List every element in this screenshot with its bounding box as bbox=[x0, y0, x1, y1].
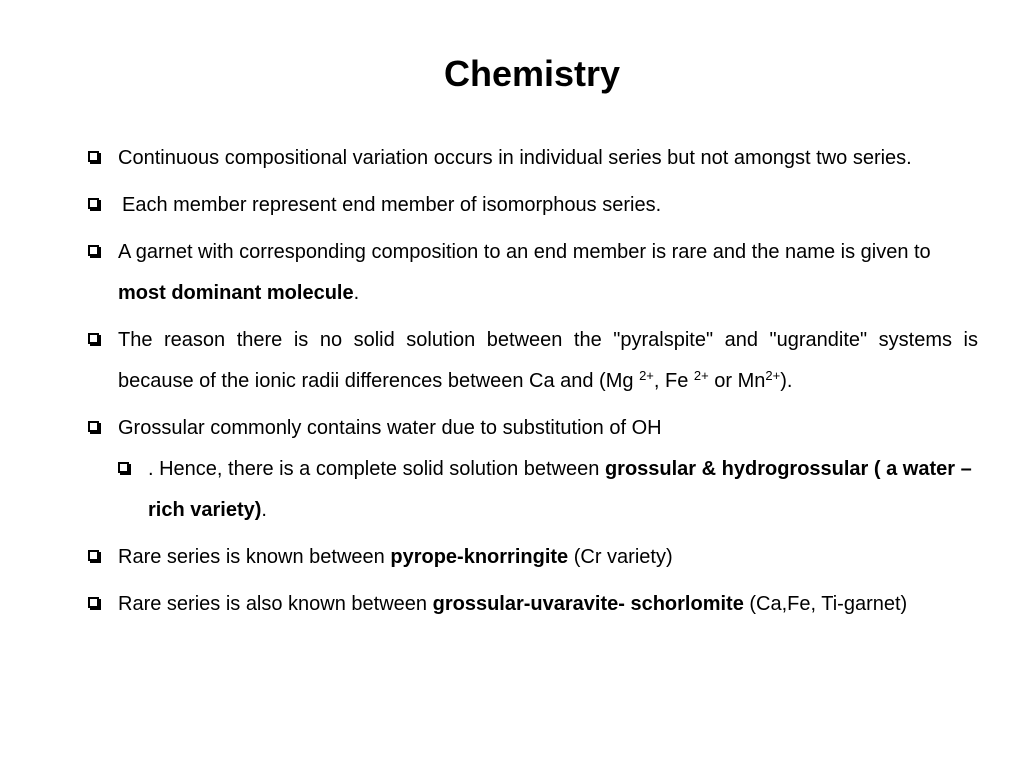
checkbox-bullet-icon bbox=[88, 198, 99, 209]
bullet-text: A garnet with corresponding composition to an end member is rare and the name is given to bbox=[118, 241, 931, 263]
checkbox-bullet-icon bbox=[88, 333, 99, 344]
checkbox-bullet-icon bbox=[88, 597, 99, 608]
bullet-item bbox=[86, 537, 978, 578]
bullet-text: ). bbox=[780, 370, 793, 392]
bullet-text: or Mn bbox=[708, 370, 766, 392]
bullet-text: (Cr variety) bbox=[568, 546, 673, 568]
bullet-bold-text: grossular & hydrogrossular ( a water –rich variety) bbox=[148, 458, 972, 521]
bullet-item bbox=[86, 138, 978, 179]
superscript-charge: 2+ bbox=[693, 368, 709, 383]
bullet-list bbox=[86, 138, 978, 631]
bullet-bold-text: pyrope-knorringite bbox=[390, 546, 569, 568]
bullet-item bbox=[86, 320, 978, 402]
bullet-text: Rare series is known between bbox=[118, 546, 391, 568]
bullet-text: Continuous compositional variation occurs in individual series but not amongst two series. bbox=[118, 147, 912, 169]
checkbox-bullet-icon bbox=[88, 245, 99, 256]
bullet-text: . Hence, there is a complete solid solution between bbox=[148, 458, 605, 480]
bullet-item bbox=[86, 584, 978, 625]
bullet-text: (Ca,Fe, Ti-garnet) bbox=[743, 593, 908, 615]
bullet-text: , Fe bbox=[653, 370, 694, 392]
bullet-bold-text: most dominant molecule bbox=[118, 282, 354, 304]
bullet-bold-text: grossular-uvaravite- schorlomite bbox=[432, 593, 744, 615]
slide-title: Chemistry bbox=[443, 53, 621, 94]
bullet-item bbox=[86, 185, 978, 226]
checkbox-bullet-icon bbox=[88, 421, 99, 432]
bullet-text: Grossular commonly contains water due to substitution of OH bbox=[118, 417, 662, 439]
bullet-item bbox=[86, 408, 978, 449]
bullet-text: . bbox=[261, 499, 267, 521]
bullet-text: Rare series is also known between bbox=[118, 593, 433, 615]
bullet-text: The reason there is no solid solution between the "pyralspite" and "ugrandite" systems is because of the ionic radii differences between Ca and (Mg bbox=[118, 329, 978, 392]
checkbox-bullet-icon bbox=[88, 550, 99, 561]
sub-bullet-item bbox=[116, 449, 978, 531]
checkbox-bullet-icon bbox=[88, 151, 99, 162]
superscript-charge: 2+ bbox=[765, 368, 781, 383]
checkbox-bullet-icon bbox=[118, 462, 129, 473]
bullet-text: . bbox=[353, 282, 360, 304]
superscript-charge: 2+ bbox=[639, 368, 654, 383]
bullet-item bbox=[86, 232, 978, 314]
bullet-text: Each member represent end member of isomorphous series. bbox=[122, 194, 662, 216]
